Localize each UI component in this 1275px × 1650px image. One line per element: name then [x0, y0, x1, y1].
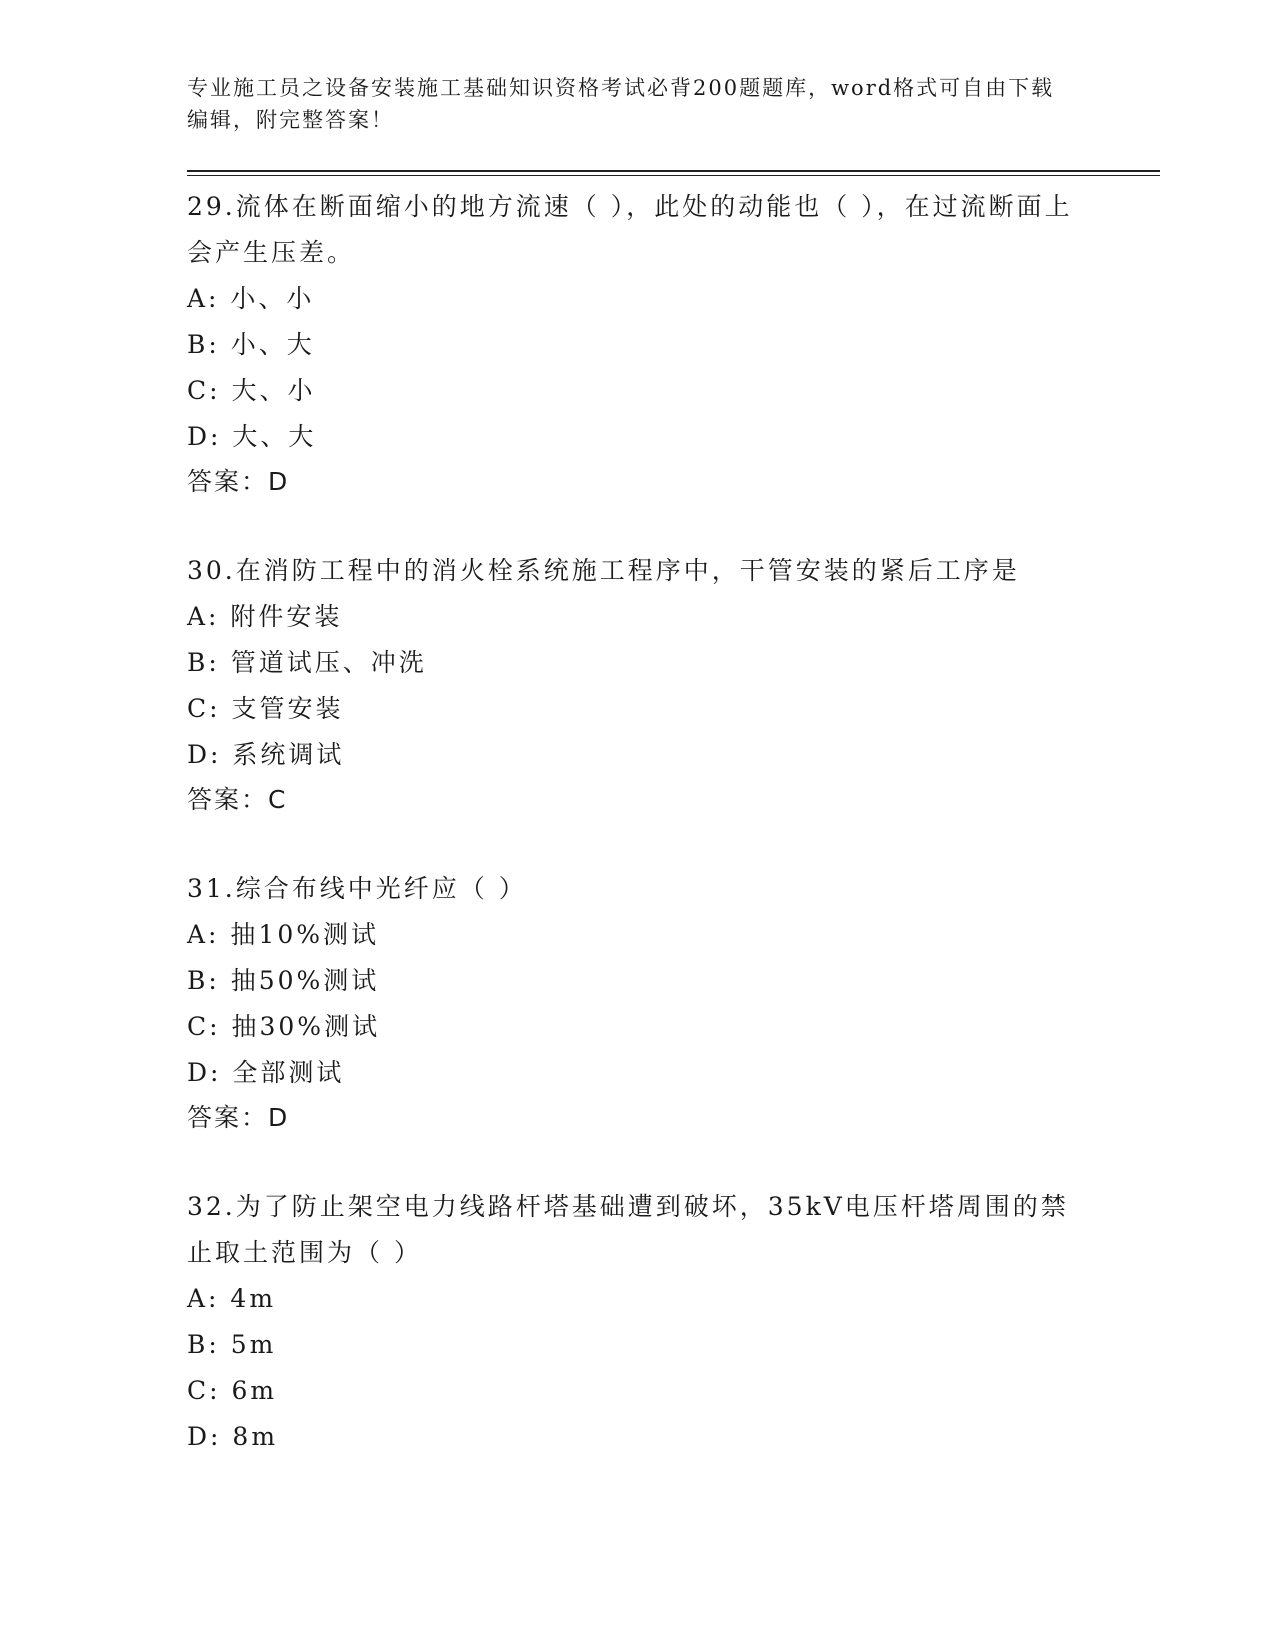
- document-page: [187, 72, 1147, 1460]
- question-30: [187, 548, 1147, 822]
- answer: 答案：D: [187, 467, 290, 496]
- option-c: C: 大、小: [187, 376, 316, 405]
- document-header: 专业施工员之设备安装施工基础知识资格考试必背200题题库，word格式可自由下载编辑，附完整答案！: [187, 76, 1055, 132]
- question-31: [187, 866, 1147, 1140]
- option-b: B: 抽50%测试: [187, 966, 380, 995]
- answer: 答案：D: [187, 1103, 290, 1132]
- option-c: C: 抽30%测试: [187, 1012, 381, 1041]
- question-stem: 30.在消防工程中的消火栓系统施工程序中，干管安装的紧后工序是: [187, 556, 1020, 585]
- question-32: [187, 1184, 1147, 1460]
- option-b: B: 小、大: [187, 330, 315, 359]
- option-d: D: 系统调试: [187, 740, 345, 769]
- answer: 答案：C: [187, 785, 288, 814]
- option-a: A: 小、小: [187, 284, 315, 313]
- option-c: C: 6m: [187, 1376, 278, 1405]
- option-d: D: 全部测试: [187, 1058, 345, 1087]
- option-b: B: 管道试压、冲洗: [187, 648, 427, 677]
- header-divider: [187, 170, 1160, 176]
- option-b: B: 5m: [187, 1330, 277, 1359]
- option-d: D: 8m: [187, 1422, 279, 1451]
- option-a: A: 附件安装: [187, 602, 343, 631]
- question-stem: 31.综合布线中光纤应（ ）: [187, 874, 527, 903]
- question-stem: 32.为了防止架空电力线路杆塔基础遭到破坏，35kV电压杆塔周围的禁止取土范围为（ ）: [187, 1192, 1069, 1267]
- question-stem: 29.流体在断面缩小的地方流速（ ），此处的动能也（ ），在过流断面上会产生压差。: [187, 192, 1073, 267]
- option-d: D: 大、大: [187, 422, 317, 451]
- option-c: C: 支管安装: [187, 694, 344, 723]
- option-a: A: 抽10%测试: [187, 920, 379, 949]
- option-a: A: 4m: [187, 1284, 277, 1313]
- question-29: [187, 184, 1147, 504]
